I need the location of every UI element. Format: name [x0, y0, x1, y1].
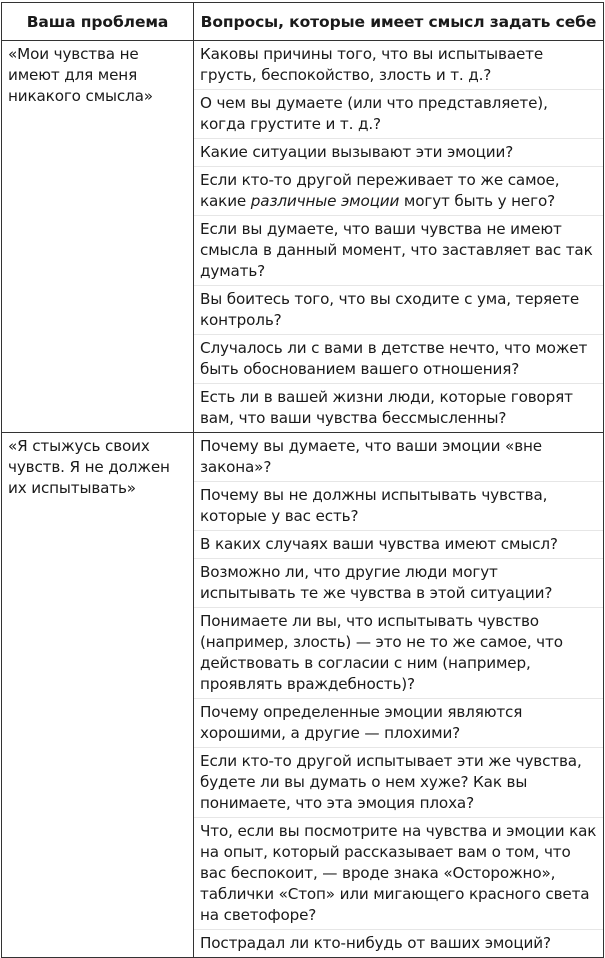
- problem-cell: «Я стыжусь своих чувств. Я не должен их испытывать»: [2, 433, 194, 958]
- question-item: Есть ли в вашей жизни люди, которые говорят вам, что ваши чувства бессмысленны?: [194, 383, 603, 432]
- question-item: В каких случаях ваши чувства имеют смысл?: [194, 530, 603, 558]
- questions-cell: [194, 41, 604, 433]
- question-emphasis: различные эмоции: [250, 192, 400, 210]
- question-item: Почему вы думаете, что ваши эмоции «вне закона»?: [200, 437, 542, 476]
- questions-cell: [194, 433, 604, 958]
- question-item: Если вы думаете, что ваши чувства не имеют смысла в данный момент, что заставляет вас так думать?: [194, 215, 603, 285]
- question-item: Каковы причины того, что вы испытываете грусть, беспокойство, злость и т. д.?: [200, 45, 544, 84]
- table-header-row: [2, 3, 604, 41]
- question-item: Пострадал ли кто-нибудь от ваших эмоций?: [194, 929, 603, 957]
- question-text: Если кто-то другой переживает то же самое, какие: [200, 171, 560, 210]
- question-item: [194, 166, 603, 215]
- problems-questions-table: [1, 2, 604, 958]
- question-item: Почему определенные эмоции являются хорошими, а другие — плохими?: [194, 698, 603, 747]
- header-problem: Ваша проблема: [2, 3, 194, 41]
- table-row: [2, 433, 604, 958]
- question-text: могут быть у него?: [399, 192, 556, 210]
- question-item: Возможно ли, что другие люди могут испытывать те же чувства в этой ситуации?: [194, 558, 603, 607]
- header-questions: Вопросы, которые имеет смысл задать себе: [194, 3, 604, 41]
- question-item: Случалось ли с вами в детстве нечто, что может быть обоснованием вашего отношения?: [194, 334, 603, 383]
- question-item: О чем вы думаете (или что представляете), когда грустите и т. д.?: [194, 89, 603, 138]
- question-item: Вы боитесь того, что вы сходите с ума, теряете контроль?: [194, 285, 603, 334]
- table-row: [2, 41, 604, 433]
- question-item: Если кто-то другой испытывает эти же чувства, будете ли вы думать о нем хуже? Как вы понимаете, что эта эмоция плоха?: [194, 747, 603, 817]
- question-item: Понимаете ли вы, что испытывать чувство (например, злость) — это не то же самое, что действовать в согласии с ним (например, проявлять враждебность)?: [194, 607, 603, 698]
- question-item: Почему вы не должны испытывать чувства, которые у вас есть?: [194, 481, 603, 530]
- question-item: Что, если вы посмотрите на чувства и эмоции как на опыт, который рассказывает вам о том, что вас беспокоит, — вроде знака «Осторожно», таблички «Стоп» или мигающего красного света на светофоре?: [194, 817, 603, 929]
- problem-cell: «Мои чувства не имеют для меня никакого смысла»: [2, 41, 194, 433]
- question-item: Какие ситуации вызывают эти эмоции?: [194, 138, 603, 166]
